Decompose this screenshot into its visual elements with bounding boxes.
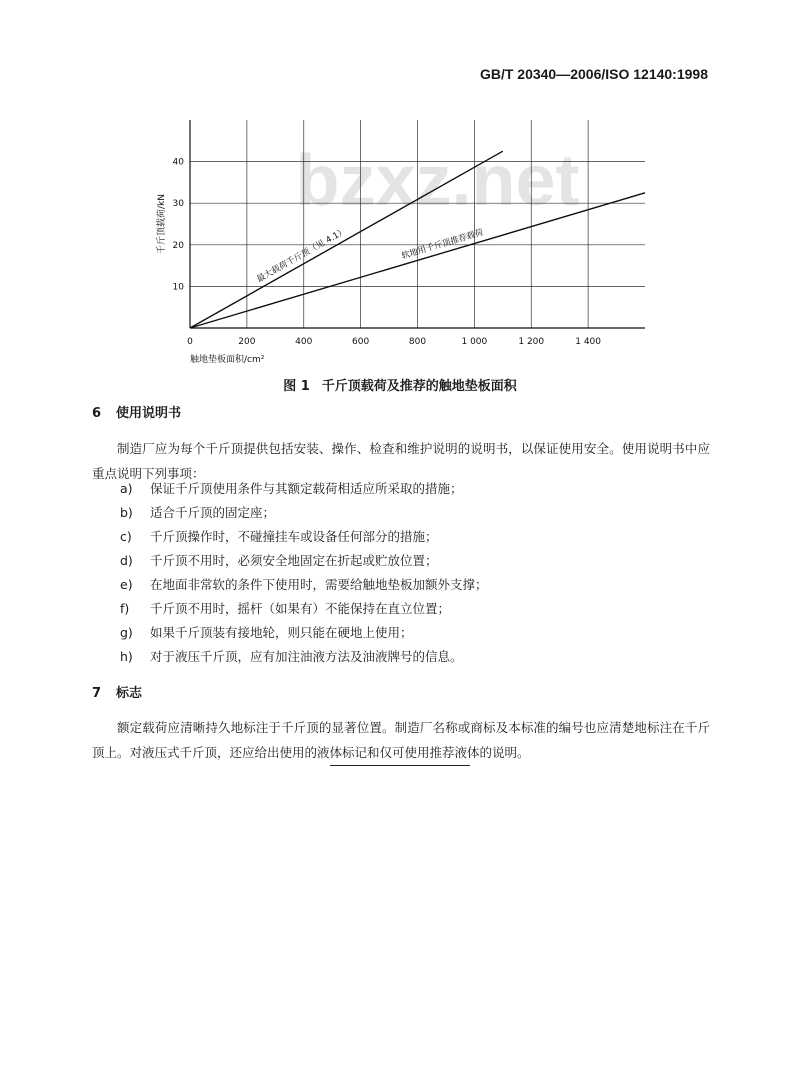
section-7-title: 标志 <box>116 686 143 701</box>
standard-code: GB/T 20340—2006/ISO 12140:1998 <box>479 66 708 82</box>
x-tick-label: 1 000 <box>461 337 488 347</box>
list-item <box>120 479 463 499</box>
list-item-label: f) <box>120 601 130 616</box>
list-item-label: a) <box>120 481 133 496</box>
x-tick-label: 400 <box>295 337 313 347</box>
x-tick-label: 1 200 <box>518 337 545 347</box>
list-item <box>120 575 488 595</box>
list-item-label: c) <box>120 529 132 544</box>
list-item-text: 千斤顶操作时，不碰撞挂车或设备任何部分的措施； <box>150 529 438 544</box>
list-item-label: b) <box>120 505 133 520</box>
series-label: 最大载荷千斤顶（见 4.1） <box>255 226 349 285</box>
section-7-number: 7 <box>92 686 102 701</box>
x-tick-label: 800 <box>408 337 427 347</box>
list-item-label: h) <box>120 649 133 664</box>
figure-caption <box>0 375 800 394</box>
figure-number: 图 1 <box>283 379 310 394</box>
y-tick-label: 10 <box>172 282 184 293</box>
list-item-text: 千斤顶不用时，摇杆（如果有）不能保持在直立位置； <box>150 601 451 616</box>
figure-chart <box>140 110 660 370</box>
list-item-label: e) <box>120 577 133 592</box>
list-item-label: d) <box>120 553 133 568</box>
list-item-text: 适合千斤顶的固定座； <box>150 505 276 520</box>
y-axis-label: 千斤顶载荷/kN <box>157 194 167 254</box>
list-item <box>120 599 450 619</box>
list-item <box>120 503 275 523</box>
x-tick-label: 200 <box>238 337 256 347</box>
y-tick-label: 40 <box>172 157 184 168</box>
section-6-title: 使用说明书 <box>116 406 182 421</box>
figure-caption-text: 千斤顶载荷及推荐的触地垫板面积 <box>321 379 517 394</box>
x-tick-label: 1 400 <box>575 337 602 347</box>
watermark-text: bzxz.net <box>295 141 580 221</box>
y-tick-label: 30 <box>172 199 184 210</box>
list-item-text: 保证千斤顶使用条件与其额定载荷相适应所采取的措施； <box>150 481 463 496</box>
section-6-intro: 制造厂应为每个千斤顶提供包括安装、操作、检查和维护说明的说明书，以保证使用安全。使用说明书中应重点说明下列事项： <box>92 441 710 481</box>
section-6-number: 6 <box>92 406 102 421</box>
list-item-text: 在地面非常软的条件下使用时，需要给触地垫板加额外支撑； <box>150 577 488 592</box>
section-6-heading <box>92 402 181 421</box>
list-item <box>120 647 463 667</box>
x-axis-label: 触地垫板面积/cm² <box>190 355 265 365</box>
series-label: 软地用千斤顶推荐载荷 <box>400 227 485 262</box>
list-item-label: g) <box>120 625 133 640</box>
list-item <box>120 527 438 547</box>
end-rule <box>330 765 470 766</box>
list-item <box>120 551 438 571</box>
x-tick-label: 0 <box>187 337 193 347</box>
load-area-chart <box>140 110 660 370</box>
list-item-text: 如果千斤顶装有接地轮，则只能在硬地上使用； <box>150 625 413 640</box>
section-7-body: 额定载荷应清晰持久地标注于千斤顶的显著位置。制造厂名称或商标及本标准的编号也应清楚地标注在千斤顶上。对液压式千斤顶，还应给出使用的液体标记和仅可使用推荐液体的说明。 <box>92 720 710 760</box>
list-item-text: 对于液压千斤顶，应有加注油液方法及油液牌号的信息。 <box>150 649 463 664</box>
section-7-heading <box>92 682 142 701</box>
x-tick-label: 600 <box>352 337 370 347</box>
list-item <box>120 623 413 643</box>
list-item-text: 千斤顶不用时，必须安全地固定在折起或贮放位置； <box>150 553 438 568</box>
y-tick-label: 20 <box>172 240 184 251</box>
